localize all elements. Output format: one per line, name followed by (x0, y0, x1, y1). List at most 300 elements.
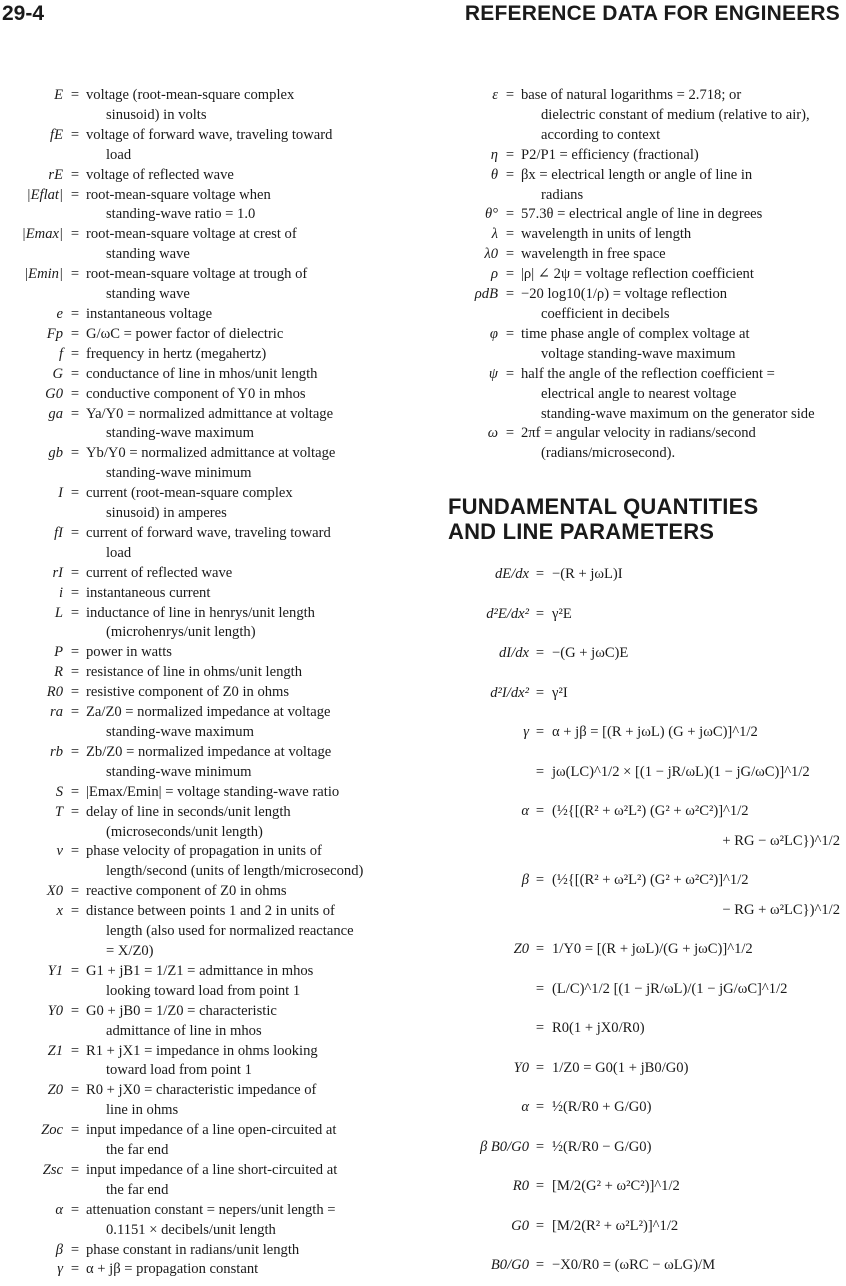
equation-lhs: Y0 (513, 1059, 529, 1076)
section-heading-line-1: FUNDAMENTAL QUANTITIES (448, 494, 759, 520)
definition-line: base of natural logarithms = 2.718; or (521, 87, 742, 103)
equals-sign: = (70, 87, 80, 103)
definition-text (83, 683, 412, 703)
left-definition-row (0, 743, 412, 783)
equation-row (414, 763, 842, 793)
equals-sign: = (70, 305, 80, 322)
equals-sign: = (535, 941, 545, 958)
equals-sign: = (70, 684, 80, 701)
running-title: REFERENCE DATA FOR ENGINEERS (464, 2, 840, 25)
definition-line: sinusoid) in amperes (106, 505, 227, 522)
equals-sign: = (70, 1122, 80, 1139)
definition-line: 2πf = angular velocity in radians/second (521, 425, 756, 442)
equals-sign: = (70, 325, 80, 342)
definition-line: dielectric constant of medium (relative to air), (541, 106, 810, 123)
definition-text (83, 166, 412, 186)
left-definition-row (0, 584, 412, 604)
definition-line: = X/Z0) (106, 942, 154, 959)
definition-text (83, 1002, 412, 1042)
definition-line: (microseconds/unit length) (106, 823, 263, 840)
equation-lhs (414, 1019, 531, 1049)
definition-line: Zb/Z0 = normalized impedance at voltage (86, 743, 332, 760)
definition-text (83, 564, 412, 584)
definition-symbol: rE (48, 166, 63, 183)
definition-line: wavelength in free space (521, 246, 666, 263)
definition-symbol: λ (491, 226, 498, 243)
definition-symbol: ε (492, 87, 498, 103)
left-definition-row (0, 842, 412, 882)
equals-sign: = (70, 843, 80, 860)
left-definition-row (0, 1241, 412, 1261)
definition-symbol: Y0 (47, 1002, 63, 1019)
definition-line: G1 + jB1 = 1/Z1 = admittance in mhos (86, 962, 314, 979)
left-definition-row (0, 365, 412, 385)
equals-sign: = (70, 803, 80, 820)
equals-sign: = (70, 604, 80, 621)
definition-line: wavelength in units of length (521, 226, 692, 243)
definition-line: −20 log10(1/ρ) = voltage reflection (521, 286, 728, 303)
definition-line: voltage of reflected wave (86, 166, 234, 183)
definition-symbol: S (55, 783, 63, 800)
definition-symbol: v (56, 843, 63, 860)
definition-line: input impedance of a line open-circuited at (86, 1122, 337, 1139)
equals-sign: = (535, 1020, 545, 1037)
definition-symbol: T (54, 803, 63, 820)
definition-text (518, 265, 842, 285)
equation-lhs (414, 901, 531, 931)
definition-symbol: Fp (46, 325, 63, 342)
definition-symbol: α (55, 1201, 63, 1218)
definition-symbol: fI (54, 524, 63, 541)
equals-sign: = (505, 226, 515, 243)
left-definition-row (0, 1260, 412, 1280)
equation-row (414, 980, 842, 1010)
equals-sign: = (535, 566, 545, 583)
equation-row (414, 1019, 842, 1049)
equals-sign: = (535, 1059, 545, 1076)
definition-text (518, 86, 842, 146)
definition-text (83, 663, 412, 683)
equals-sign: = (505, 325, 515, 342)
definition-line: coefficient in decibels (541, 305, 670, 322)
equation-rhs: (L/C)^1/2 [(1 − jR/ωL)/(1 − jG/ωC]^1/2 (552, 980, 788, 997)
definition-text (518, 225, 842, 245)
definition-symbol: Z1 (47, 1042, 63, 1059)
equation-rhs: −X0/R0 = (ωRC − ωLG)/M (552, 1257, 716, 1274)
definition-text (83, 524, 412, 564)
page-header (0, 2, 846, 32)
equals-sign: = (535, 1217, 545, 1234)
definition-text (83, 643, 412, 663)
equals-sign: = (535, 980, 545, 997)
definition-line: G0 + jB0 = 1/Z0 = characteristic (86, 1002, 277, 1019)
right-column-definitions (414, 86, 842, 464)
equation-row (414, 1217, 842, 1247)
definition-text (518, 325, 842, 365)
definition-symbol: X0 (46, 883, 63, 900)
equals-sign: = (505, 286, 515, 303)
equals-sign (531, 901, 549, 931)
definition-text (83, 225, 412, 265)
definition-line: time phase angle of complex voltage at (521, 325, 750, 342)
left-definition-row (0, 305, 412, 325)
equals-sign: = (535, 1178, 545, 1195)
definition-line: root-mean-square voltage when (86, 186, 271, 203)
equals-sign: = (70, 524, 80, 541)
equation-lhs: α (521, 803, 529, 820)
equation-row (414, 1177, 842, 1207)
equals-sign: = (70, 564, 80, 581)
definition-line: conductance of line in mhos/unit length (86, 365, 318, 382)
left-definition-row (0, 882, 412, 902)
equation-row (414, 1059, 842, 1089)
equals-sign: = (70, 1002, 80, 1019)
definition-line: voltage standing-wave maximum (541, 345, 736, 362)
definition-line: |ρ| ∠ 2ψ = voltage reflection coefficient (521, 266, 754, 283)
definition-text (83, 86, 412, 126)
equation-rhs: γ²E (552, 605, 572, 622)
equals-sign: = (70, 405, 80, 422)
left-definition-row (0, 126, 412, 166)
definition-line: standing-wave maximum (106, 724, 254, 740)
definition-symbol: θ° (484, 206, 498, 223)
equation-rhs: ½(R/R0 − G/G0) (552, 1138, 652, 1155)
definition-text (83, 803, 412, 843)
equals-sign: = (70, 1082, 80, 1099)
equation-lhs (414, 763, 531, 793)
equals-sign: = (70, 704, 80, 721)
definition-symbol: |Emin| (24, 266, 63, 283)
definition-symbol: P (54, 644, 63, 661)
equals-sign: = (535, 1257, 545, 1274)
definition-line: Yb/Y0 = normalized admittance at voltage (86, 445, 336, 462)
equation-lhs (414, 832, 531, 862)
definition-symbol: |Eflat| (26, 186, 63, 203)
definition-text (83, 743, 412, 783)
definition-text (83, 385, 412, 405)
definition-text (518, 205, 842, 225)
equation-row (414, 802, 842, 832)
definition-symbol: gb (48, 445, 63, 462)
left-definition-row (0, 683, 412, 703)
definition-line: standing wave (106, 286, 190, 303)
definition-symbol: e (56, 305, 63, 322)
definition-line: P2/P1 = efficiency (fractional) (521, 146, 699, 163)
definition-symbol: φ (489, 325, 498, 342)
definition-symbol: G0 (45, 385, 63, 402)
left-definition-row (0, 166, 412, 186)
equation-lhs: G0 (511, 1217, 529, 1234)
left-definition-row (0, 962, 412, 1002)
definition-symbol: ψ (488, 365, 498, 382)
definition-line: Za/Z0 = normalized impedance at voltage (86, 704, 331, 721)
equals-sign: = (70, 365, 80, 382)
definition-line: βx = electrical length or angle of line in (521, 166, 753, 183)
definition-text (83, 1241, 412, 1261)
left-definition-row (0, 1121, 412, 1161)
definition-text (83, 1201, 412, 1241)
left-definition-row (0, 803, 412, 843)
equation-row (414, 565, 842, 595)
definition-text (518, 146, 842, 166)
definition-line: standing-wave maximum (106, 425, 254, 442)
definition-symbol: x (56, 903, 63, 920)
definition-line: resistive component of Z0 in ohms (86, 684, 290, 701)
definition-text (83, 186, 412, 226)
definition-symbol: Zsc (42, 1161, 63, 1178)
definition-text (83, 1260, 412, 1280)
definition-line: distance between points 1 and 2 in units of (86, 903, 335, 920)
definition-symbol: ρdB (474, 286, 498, 303)
definition-symbol: Y1 (47, 962, 63, 979)
equation-row (414, 901, 842, 931)
equation-row (414, 1138, 842, 1168)
equation-rhs: −(G + jωC)E (552, 645, 629, 662)
equals-sign: = (70, 385, 80, 402)
definition-symbol: I (58, 485, 63, 502)
definition-line: voltage (root-mean-square complex (86, 87, 295, 103)
left-definition-row (0, 1002, 412, 1042)
definition-line: conductive component of Y0 in mhos (86, 385, 306, 402)
definition-line: current of reflected wave (86, 564, 233, 581)
definition-text (83, 265, 412, 305)
definition-line: radians (541, 186, 584, 203)
left-definition-row (0, 902, 412, 962)
left-definition-row (0, 1161, 412, 1201)
equation-rhs: 1/Z0 = G0(1 + jB0/G0) (552, 1059, 689, 1076)
definition-text (83, 882, 412, 902)
equation-row (414, 871, 842, 901)
definition-text (83, 365, 412, 385)
definition-line: α + jβ = propagation constant (86, 1261, 259, 1278)
equation-row (414, 723, 842, 753)
equals-sign: = (505, 87, 515, 103)
definition-symbol: η (490, 146, 498, 163)
definition-line: phase constant in radians/unit length (86, 1241, 300, 1258)
definition-line: input impedance of a line short-circuited at (86, 1161, 338, 1178)
definition-line: the far end (106, 1142, 169, 1159)
equals-sign: = (535, 1099, 545, 1116)
equals-sign: = (70, 584, 80, 601)
definition-text (83, 325, 412, 345)
definition-line: phase velocity of propagation in units of (86, 843, 322, 860)
equation-lhs: α (521, 1099, 529, 1116)
left-column-definitions (0, 86, 412, 1280)
definition-line: 57.3θ = electrical angle of line in degrees (521, 206, 763, 223)
definition-text (83, 126, 412, 166)
equals-sign: = (70, 743, 80, 760)
definition-line: toward load from point 1 (106, 1062, 252, 1079)
equation-lhs: d²E/dx² (486, 605, 529, 622)
equation-lhs: B0/G0 (490, 1257, 529, 1274)
equals-sign: = (70, 962, 80, 979)
definition-symbol: Zoc (41, 1122, 63, 1139)
equation-rhs: 1/Y0 = [(R + jωL)/(G + jωC)]^1/2 (552, 941, 753, 958)
right-definition-row (414, 86, 842, 146)
equals-sign: = (505, 365, 515, 382)
definition-symbol: rI (52, 564, 63, 581)
right-definition-row (414, 265, 842, 285)
equals-sign: = (535, 605, 545, 622)
definition-line: half the angle of the reflection coefficient = (521, 365, 775, 382)
definition-line: Ya/Y0 = normalized admittance at voltage (86, 405, 334, 422)
right-definition-row (414, 166, 842, 206)
left-definition-row (0, 484, 412, 524)
equation-lhs: β B0/G0 (479, 1138, 529, 1155)
definition-line: 0.1151 × decibels/unit length (106, 1221, 276, 1238)
equation-lhs (414, 980, 531, 1010)
definition-symbol: rb (50, 743, 63, 760)
equation-row (414, 605, 842, 635)
equals-sign: = (70, 186, 80, 203)
equals-sign: = (70, 783, 80, 800)
right-definition-row (414, 365, 842, 425)
definition-text (83, 1042, 412, 1082)
definition-text (83, 305, 412, 325)
equation-lhs: γ (523, 724, 529, 741)
right-definition-row (414, 245, 842, 265)
definition-symbol: R (54, 664, 63, 681)
definition-symbol: Z0 (47, 1082, 63, 1099)
definition-symbol: ra (50, 704, 63, 721)
left-definition-row (0, 643, 412, 663)
equals-sign (531, 832, 549, 862)
definition-text (83, 444, 412, 484)
equation-lhs: dI/dx (499, 645, 529, 662)
definition-line: (microhenrys/unit length) (106, 624, 256, 641)
equals-sign: = (70, 166, 80, 183)
left-definition-row (0, 225, 412, 265)
definition-symbol: fE (50, 126, 63, 143)
definition-text (518, 245, 842, 265)
equation-row (414, 1256, 842, 1286)
equation-rhs: α + jβ = [(R + jωL) (G + jωC)]^1/2 (552, 724, 758, 741)
section-heading-line-2: AND LINE PARAMETERS (448, 519, 715, 545)
equals-sign: = (535, 645, 545, 662)
left-definition-row (0, 444, 412, 484)
definition-text (83, 962, 412, 1002)
definition-symbol: ρ (490, 266, 498, 283)
equation-rhs: R0(1 + jX0/R0) (552, 1020, 645, 1037)
definition-text (83, 584, 412, 604)
definition-text (83, 1081, 412, 1121)
definition-line: the far end (106, 1181, 169, 1198)
equation-lhs: dE/dx (494, 566, 529, 583)
equals-sign: = (535, 872, 545, 889)
equals-sign: = (70, 1042, 80, 1059)
equals-sign: = (505, 246, 515, 263)
equation-rhs: (½{[(R² + ω²L²) (G² + ω²C²)]^1/2 (552, 872, 749, 889)
definition-line: voltage of forward wave, traveling toward (86, 126, 333, 143)
equals-sign: = (70, 883, 80, 900)
right-definition-row (414, 146, 842, 166)
equals-sign: = (70, 266, 80, 283)
definition-symbol: G (52, 365, 63, 382)
equals-sign: = (70, 126, 80, 143)
definition-line: delay of line in seconds/unit length (86, 803, 291, 820)
definition-symbol: ω (487, 425, 498, 442)
definition-symbol: R0 (46, 684, 63, 701)
definition-text (83, 1161, 412, 1201)
equals-sign: = (70, 1161, 80, 1178)
equation-lhs: Z0 (513, 941, 529, 958)
left-definition-row (0, 345, 412, 365)
equals-sign: = (505, 146, 515, 163)
definition-line: instantaneous current (86, 584, 211, 601)
definition-line: root-mean-square voltage at trough of (86, 266, 308, 283)
definition-symbol: E (54, 87, 63, 103)
equation-rhs: − RG + ω²LC})^1/2 (722, 901, 840, 918)
equals-sign: = (70, 345, 80, 362)
definition-line: standing-wave ratio = 1.0 (106, 206, 256, 223)
equals-sign: = (505, 266, 515, 283)
left-definition-row (0, 1081, 412, 1121)
equation-lhs: d²I/dx² (490, 684, 529, 701)
left-definition-row (0, 524, 412, 564)
definition-symbol: |Emax| (21, 226, 63, 243)
left-definition-row (0, 663, 412, 683)
definition-symbol: ga (48, 405, 63, 422)
definition-line: standing-wave minimum (106, 763, 252, 780)
definition-line: G/ωC = power factor of dielectric (86, 325, 284, 342)
left-definition-row (0, 604, 412, 644)
definition-line: standing-wave minimum (106, 465, 252, 482)
definition-line: standing wave (106, 246, 190, 263)
equation-rhs: + RG − ω²LC})^1/2 (722, 832, 840, 849)
definition-line: sinusoid) in volts (106, 106, 207, 123)
equation-rhs: jω(LC)^1/2 × [(1 − jR/ωL)(1 − jG/ωC)]^1/2 (552, 763, 810, 780)
section-heading (448, 494, 842, 544)
definition-text (518, 285, 842, 325)
equation-rhs: [M/2(R² + ω²L²)]^1/2 (552, 1217, 679, 1234)
page-number: 29-4 (2, 2, 45, 25)
equation-lhs: β (521, 872, 529, 889)
definition-line: current of forward wave, traveling toward (86, 524, 331, 541)
equals-sign: = (535, 684, 545, 701)
definition-symbol: L (54, 604, 63, 621)
definition-line: electrical angle to nearest voltage (541, 385, 737, 402)
equation-lhs: R0 (512, 1178, 529, 1195)
definition-line: length/second (units of length/microsecond) (106, 863, 364, 880)
definition-text (83, 842, 412, 882)
definition-text (518, 424, 842, 464)
left-definition-row (0, 265, 412, 305)
equals-sign: = (70, 664, 80, 681)
definition-symbol: γ (57, 1261, 63, 1278)
definition-line: looking toward load from point 1 (106, 982, 301, 999)
equals-sign: = (70, 1201, 80, 1218)
equals-sign: = (505, 425, 515, 442)
definition-line: R1 + jX1 = impedance in ohms looking (86, 1042, 318, 1059)
definition-text (83, 1121, 412, 1161)
definition-symbol: i (58, 584, 63, 601)
definition-line: load (106, 544, 132, 561)
equals-sign: = (535, 1138, 545, 1155)
definition-text (518, 166, 842, 206)
equals-sign: = (505, 206, 515, 223)
definition-line: load (106, 146, 132, 163)
definition-line: resistance of line in ohms/unit length (86, 664, 303, 681)
definition-text (83, 902, 412, 962)
equation-row (414, 832, 842, 862)
left-definition-row (0, 186, 412, 226)
definition-line: according to context (541, 126, 661, 143)
definition-line: attenuation constant = nepers/unit length = (86, 1201, 336, 1218)
left-definition-row (0, 783, 412, 803)
equals-sign: = (70, 644, 80, 661)
definition-text (83, 703, 412, 743)
definition-line: (radians/microsecond). (541, 445, 676, 462)
